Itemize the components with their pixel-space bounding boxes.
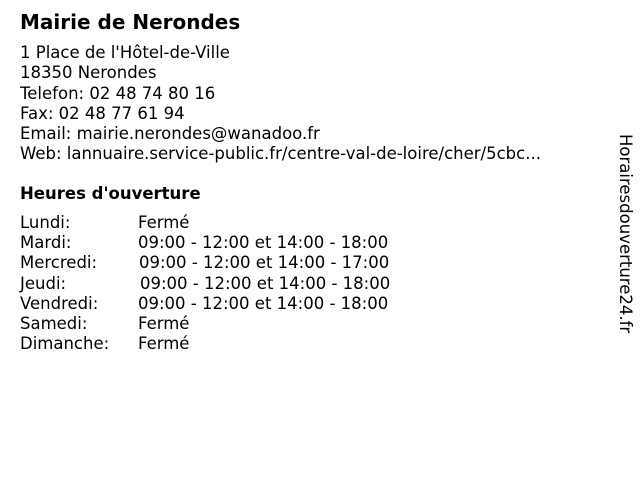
day-label: Jeudi: <box>20 273 67 293</box>
hours-value: 09:00 - 12:00 et 14:00 - 18:00 <box>140 273 391 293</box>
site-watermark-text: Horairesdouverture24.fr <box>616 134 635 334</box>
day-label: Samedi: <box>20 313 88 333</box>
day-label: Mardi: <box>20 233 72 253</box>
hours-value: Fermé <box>138 334 190 354</box>
opening-hours-heading: Heures d'ouverture <box>20 184 201 203</box>
hours-value: 09:00 - 12:00 et 14:00 - 17:00 <box>139 253 390 273</box>
contact-info <box>20 43 541 165</box>
hours-value: Fermé <box>138 213 190 232</box>
hours-value: 09:00 - 12:00 et 14:00 - 18:00 <box>138 293 389 313</box>
day-label: Vendredi: <box>20 293 99 313</box>
email-address: Email: mairie.nerondes@wanadoo.fr <box>20 124 320 144</box>
site-watermark <box>612 134 638 380</box>
phone-number: Telefon: 02 48 74 80 16 <box>20 83 216 103</box>
city-postal-code: 18350 Nerondes <box>20 63 157 83</box>
website-url: Web: lannuaire.service-public.fr/centre-val-de-loire/cher/5cbc... <box>20 144 541 164</box>
fax-number: Fax: 02 48 77 61 94 <box>20 103 185 123</box>
page-title: Mairie de Nerondes <box>20 10 241 34</box>
hours-value: 09:00 - 12:00 et 14:00 - 18:00 <box>138 233 389 253</box>
day-label: Lundi: <box>20 213 71 232</box>
hours-value: Fermé <box>138 313 190 333</box>
day-label: Mercredi: <box>20 253 98 273</box>
day-label: Dimanche: <box>20 334 110 354</box>
street-address: 1 Place de l'Hôtel-de-Ville <box>20 43 230 62</box>
